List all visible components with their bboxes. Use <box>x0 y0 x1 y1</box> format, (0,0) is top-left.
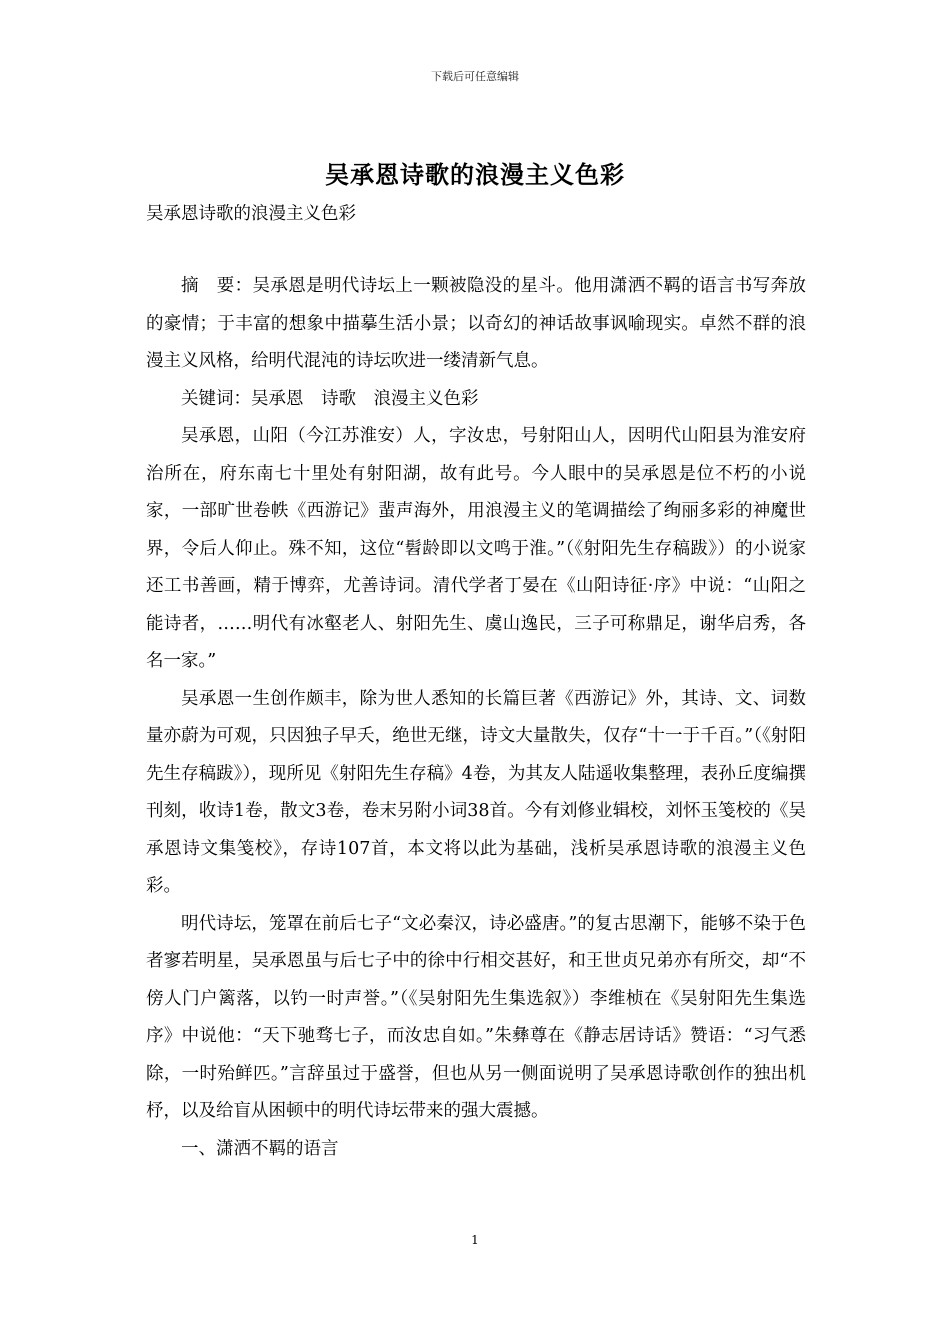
keywords-paragraph: 关键词：吴承恩 诗歌 浪漫主义色彩 <box>181 388 479 409</box>
body-paragraph: 明代诗坛，笼罩在前后七子“文必秦汉，诗必盛唐。”的复古思潮下，能够不染于色者寥若明星，吴承恩虽与后七子中的徐中行相交甚好，和王世贞兄弟亦有所交，却“不傍人门户篱落，以钓一时声誉。”（《吴射阳先生集选叙》）李维桢在《吴射阳先生集选序》中说他：“天下驰骛七子，而汝忠自如。”朱彝尊在《静志居诗话》赞语：“习气悉除，一时殆鲜匹。”言辞虽过于盛誉，但也从另一侧面说明了吴承恩诗歌创作的独出机杼，以及给盲从困顿中的明代诗坛带来的强大震撼。 <box>146 913 806 1121</box>
page-title: 吴承恩诗歌的浪漫主义色彩 <box>325 160 625 189</box>
body-text <box>146 268 806 1168</box>
page-number: 1 <box>471 1233 479 1247</box>
header-note: 下载后可任意编辑 <box>431 70 519 83</box>
body-paragraph: 吴承恩，山阳（今江苏淮安）人，字汝忠，号射阳山人，因明代山阳县为淮安府治所在，府东南七十里处有射阳湖，故有此号。今人眼中的吴承恩是位不朽的小说家，一部旷世卷帙《西游记》蜚声海外，用浪漫主义的笔调描绘了绚丽多彩的神魔世界，令后人仰止。殊不知，这位“髫龄即以文鸣于淮。”（《射阳先生存稿跋》）的小说家还工书善画，精于博弈，尤善诗词。清代学者丁晏在《山阳诗征·序》中说：“山阳之能诗者，……明代有冰壑老人、射阳先生、虞山逸民，三子可称鼎足，谢华启秀，各名一家。” <box>146 426 806 671</box>
abstract-paragraph: 摘 要：吴承恩是明代诗坛上一颗被隐没的星斗。他用潇洒不羁的语言书写奔放的豪情；于丰富的想象中描摹生活小景；以奇幻的神话故事讽喻现实。卓然不群的浪漫主义风格，给明代混沌的诗坛吹进一缕清新气息。 <box>146 276 806 371</box>
body-paragraph: 吴承恩一生创作颇丰，除为世人悉知的长篇巨著《西游记》外，其诗、文、词数量亦蔚为可观，只因独子早夭，绝世无继，诗文大量散失，仅存“十一于千百。”（《射阳先生存稿跋》），现所见《射阳先生存稿》4卷，为其友人陆遥收集整理，表孙丘度编撰刊刻，收诗1卷，散文3卷，卷末另附小词38首。今有刘修业辑校，刘怀玉笺校的《吴承恩诗文集笺校》，存诗107首，本文将以此为基础，浅析吴承恩诗歌的浪漫主义色彩。 <box>146 688 806 896</box>
section-heading: 一、潇洒不羁的语言 <box>181 1138 339 1159</box>
subtitle: 吴承恩诗歌的浪漫主义色彩 <box>146 204 356 224</box>
